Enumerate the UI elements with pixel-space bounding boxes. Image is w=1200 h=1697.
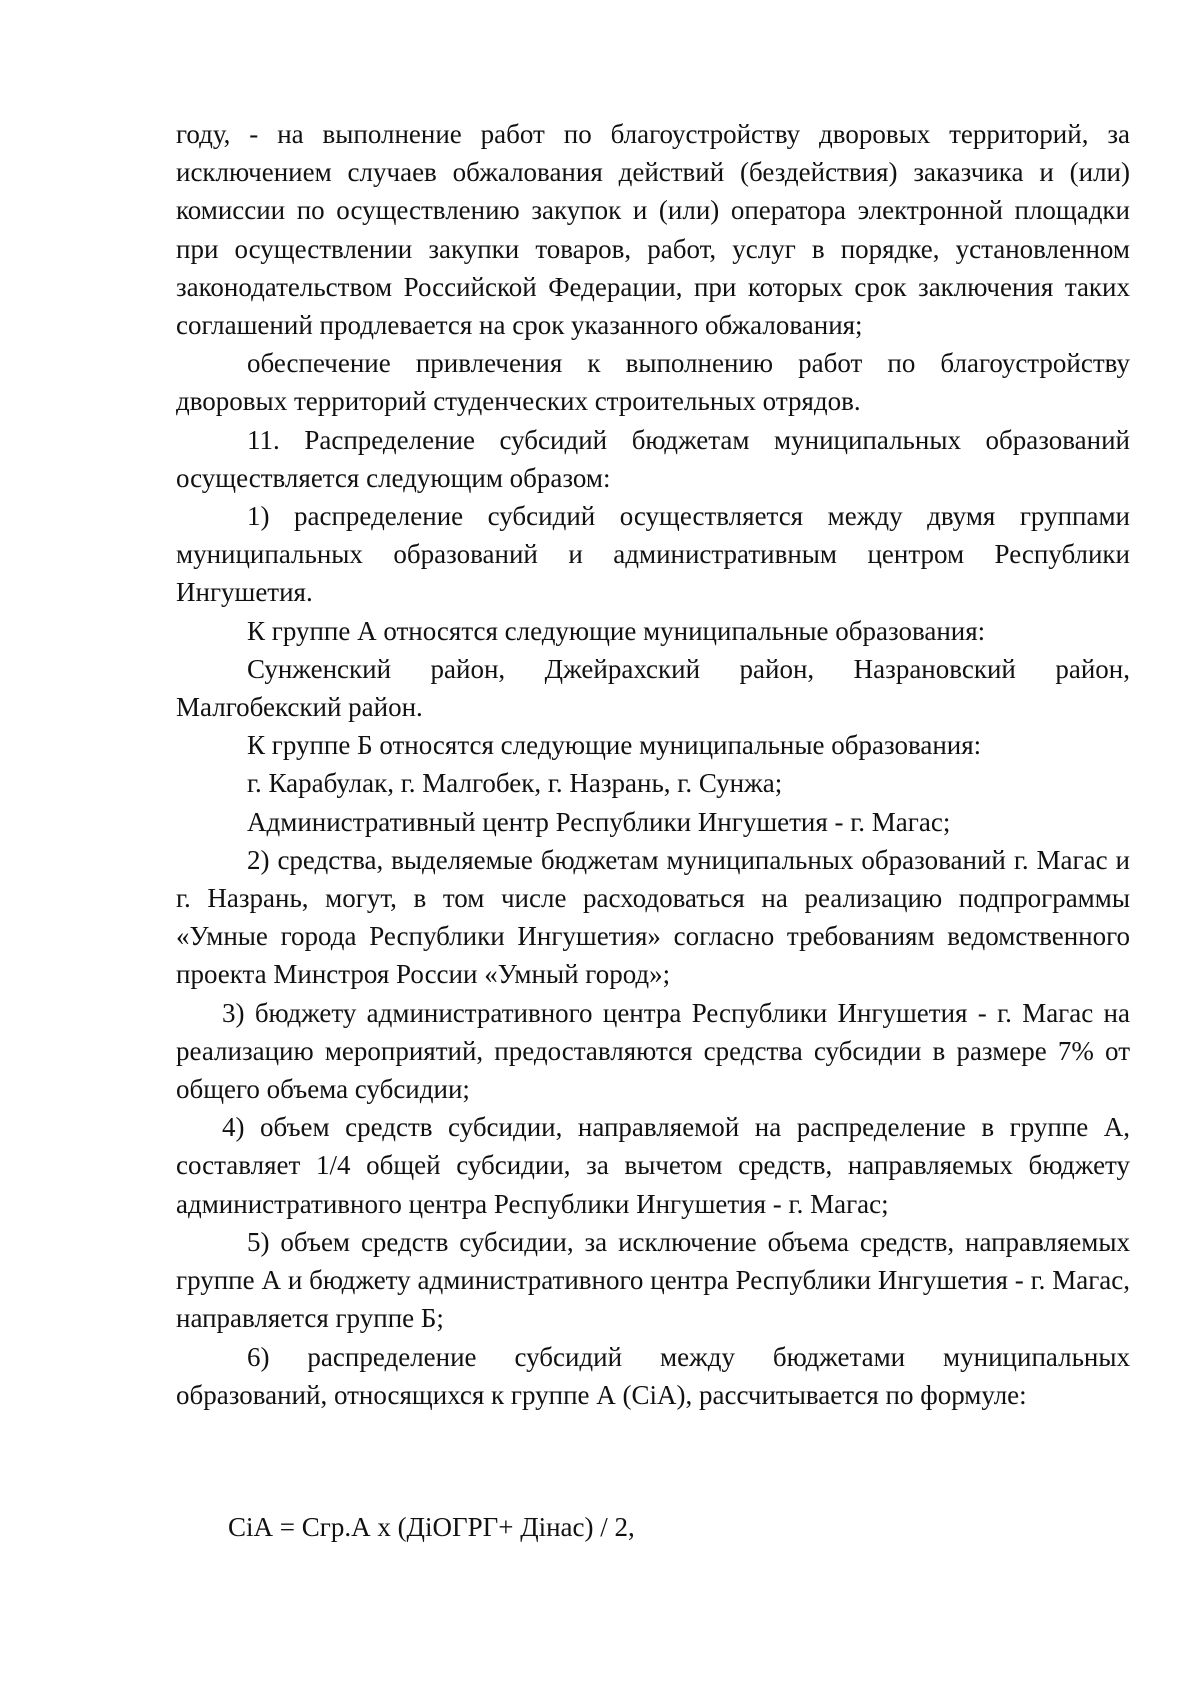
paragraph-8: г. Карабулак, г. Малгобек, г. Назрань, г. Сунжа; bbox=[247, 768, 783, 799]
paragraph-10: 2) средства, выделяемые бюджетам муниципальных образований г. Магас и г. Назрань, могут, в том числе расходоваться на реализацию подпрограммы «Умные города Республики Ингушетия» согласно требованиям ведомственного проекта Минстроя России «Умный город»; bbox=[176, 844, 1130, 990]
paragraph-1: году, - на выполнение работ по благоустройству дворовых территорий, за исключением случаев обжалования действий (бездействия) заказчика и (или) комиссии по осуществлению закупок и (или) оператора электронной площадки при осуществлении закупки товаров, работ, услуг в порядке, установленном законодательством Российской Федерации, при которых срок заключения таких соглашений продлевается на срок указанного обжалования; bbox=[176, 119, 1130, 341]
paragraph-3: 11. Распределение субсидий бюджетам муниципальных образований осуществляется следующим образом: bbox=[176, 424, 1130, 493]
formula-text: СiА = Сгр.А х (ДiОГРГ+ Дiнас) / 2, bbox=[228, 1512, 635, 1542]
paragraph-7: К группе Б относятся следующие муниципальные образования: bbox=[247, 730, 982, 761]
paragraph-9: Административный центр Республики Ингушетия - г. Магас; bbox=[247, 806, 951, 837]
paragraph-2: обеспечение привлечения к выполнению работ по благоустройству дворовых территорий студенческих строительных отрядов. bbox=[176, 348, 1130, 417]
paragraph-5: К группе А относятся следующие муниципальные образования: bbox=[247, 615, 986, 646]
paragraph-13: 5) объем средств субсидии, за исключение объема средств, направляемых группе А и бюджету административного центра Республики Ингушетия - г. Магас, направляется группе Б; bbox=[176, 1226, 1130, 1334]
paragraph-6: Сунженский район, Джейрахский район, Назрановский район, Малгобекский район. bbox=[176, 653, 1130, 723]
paragraph-11: 3) бюджету административного центра Республики Ингушетия - г. Магас на реализацию мероприятий, предоставляются средства субсидии в размере 7% от общего объема субсидии; bbox=[176, 997, 1130, 1105]
paragraph-4: 1) распределение субсидий осуществляется между двумя группами муниципальных образований и административным центром Республики Ингушетия. bbox=[176, 501, 1130, 608]
paragraph-12: 4) объем средств субсидии, направляемой на распределение в группе А, составляет 1/4 общей субсидии, за вычетом средств, направляемых бюджету административного центра Республики Ингушетия - г. Магас; bbox=[176, 1112, 1130, 1219]
paragraph-14: 6) распределение субсидий между бюджетами муниципальных образований, относящихся к группе А (СiА), рассчитывается по формуле: bbox=[176, 1341, 1130, 1410]
document-body bbox=[176, 115, 1130, 1414]
